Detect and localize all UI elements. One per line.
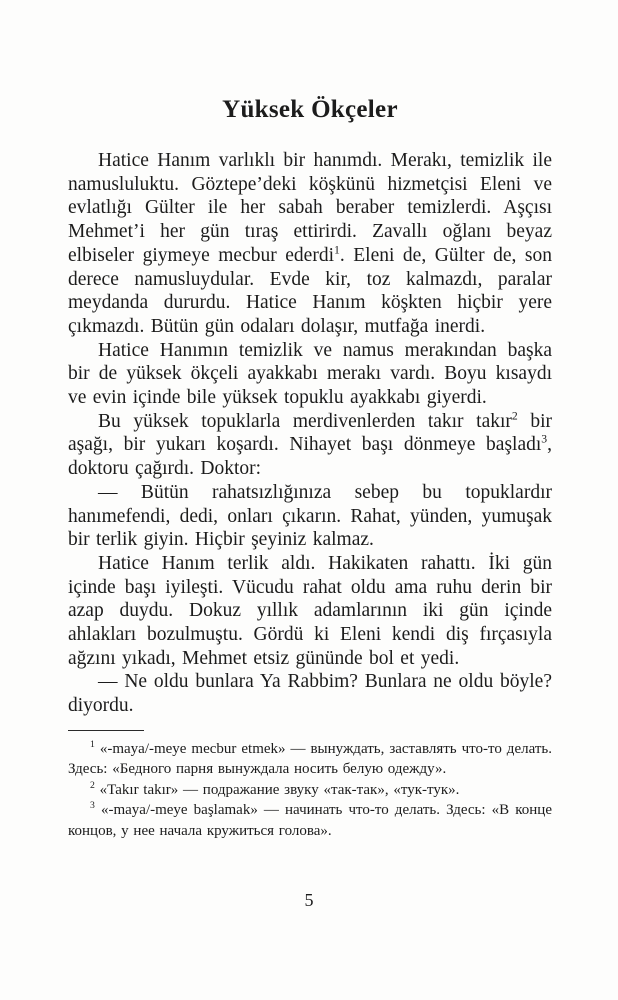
text-segment: Hatice Hanım terlik aldı. Hakikaten rahattı. İki gün içinde başı iyileşti. Vücudu rahat oldu ama ruhu derin bir azap duydu. Dokuz yıllık adamlarının iki gün içinde ahlakları bozulmuştu. Gördü ki Eleni kendi diş fırçasıyla ağzını yıkadı, Mehmet etsiz gününde bol et yedi. bbox=[68, 552, 552, 669]
paragraph-5 bbox=[68, 552, 552, 671]
footnotes-section bbox=[68, 730, 552, 842]
text-segment: — Bütün rahatsızlığınıza sebep bu topuklardır hanımefendi, dedi, onları çıkarın. Rahat, yünden, yumuşak bir terlik giyin. Hiçbir şeyiniz kalmaz. bbox=[68, 481, 552, 551]
text-segment: bir aşağı, bir yukarı koşardı. Nihayet başı dönmeye başladı bbox=[68, 410, 552, 456]
paragraph-6 bbox=[68, 670, 552, 717]
footnote-ref-3: 3 bbox=[541, 432, 548, 446]
page-number: 5 bbox=[304, 890, 314, 910]
text-segment: , doktoru çağırdı. Doktor: bbox=[68, 434, 552, 480]
paragraph-4 bbox=[68, 481, 552, 552]
text-segment: — Ne oldu bunlara Ya Rabbim? Bunlara ne oldu böyle? diyordu. bbox=[68, 671, 552, 717]
footnote-separator bbox=[68, 730, 144, 731]
paragraph-1 bbox=[68, 149, 552, 339]
footnote-3 bbox=[68, 800, 552, 841]
footnote-marker-3: 3 bbox=[90, 800, 95, 812]
text-segment: . Eleni de, Gülter de, son derece namusluydular. Evde kir, toz kalmazdı, paralar meydanda dururdu. Hatice Hanım köşkten hiçbir yere çıkmazdı. Bütün gün odaları dolaşır, mutfağa inerdi. bbox=[68, 244, 553, 337]
text-segment: Hatice Hanımın temizlik ve namus merakından başka bir de yüksek ökçeli ayakkabı merakı vardı. Boyu kısaydı ve evin içinde bile yüksek topuklu ayakkabı giyerdi. bbox=[68, 339, 552, 409]
footnote-text: «-maya/-meye başlamak» — начинать что-то делать. Здесь: «В конце концов, у нее начала кружиться голова». bbox=[68, 802, 552, 839]
footnote-text: «-maya/-meye mecbur etmek» — вынуждать, заставлять что-то делать. Здесь: «Бедного парня вынуждала носить белую одежду». bbox=[68, 740, 552, 778]
footnote-text: «Takır takır» — подражание звуку «так-так», «тук-тук». bbox=[99, 781, 460, 798]
footnote-ref-1: 1 bbox=[334, 243, 340, 257]
footnote-marker-1: 1 bbox=[90, 738, 95, 750]
footnote-2 bbox=[68, 780, 552, 801]
paragraph-2 bbox=[68, 339, 552, 410]
paragraph-3 bbox=[68, 410, 552, 481]
footnote-ref-2: 2 bbox=[511, 409, 518, 423]
footnote-marker-2: 2 bbox=[90, 779, 95, 791]
text-segment: Bu yüksek topuklarla merdivenlerden takır takır bbox=[98, 410, 512, 432]
footnote-1 bbox=[68, 739, 552, 780]
body-text bbox=[68, 149, 552, 718]
page-title: Yüksek Ökçeler bbox=[222, 96, 398, 123]
text-segment: Hatice Hanım varlıklı bir hanımdı. Merakı, temizlik ile namusluluktu. Göztepe’deki köşkünü hizmetçisi Eleni ve evlatlığı Gülter ile her sabah beraber temizlerdi. Aşçısı Mehmet’i her gün tıraş ettirirdi. Zavallı oğlanı beyaz elbiseler giymeye mecbur ederdi bbox=[68, 150, 552, 266]
